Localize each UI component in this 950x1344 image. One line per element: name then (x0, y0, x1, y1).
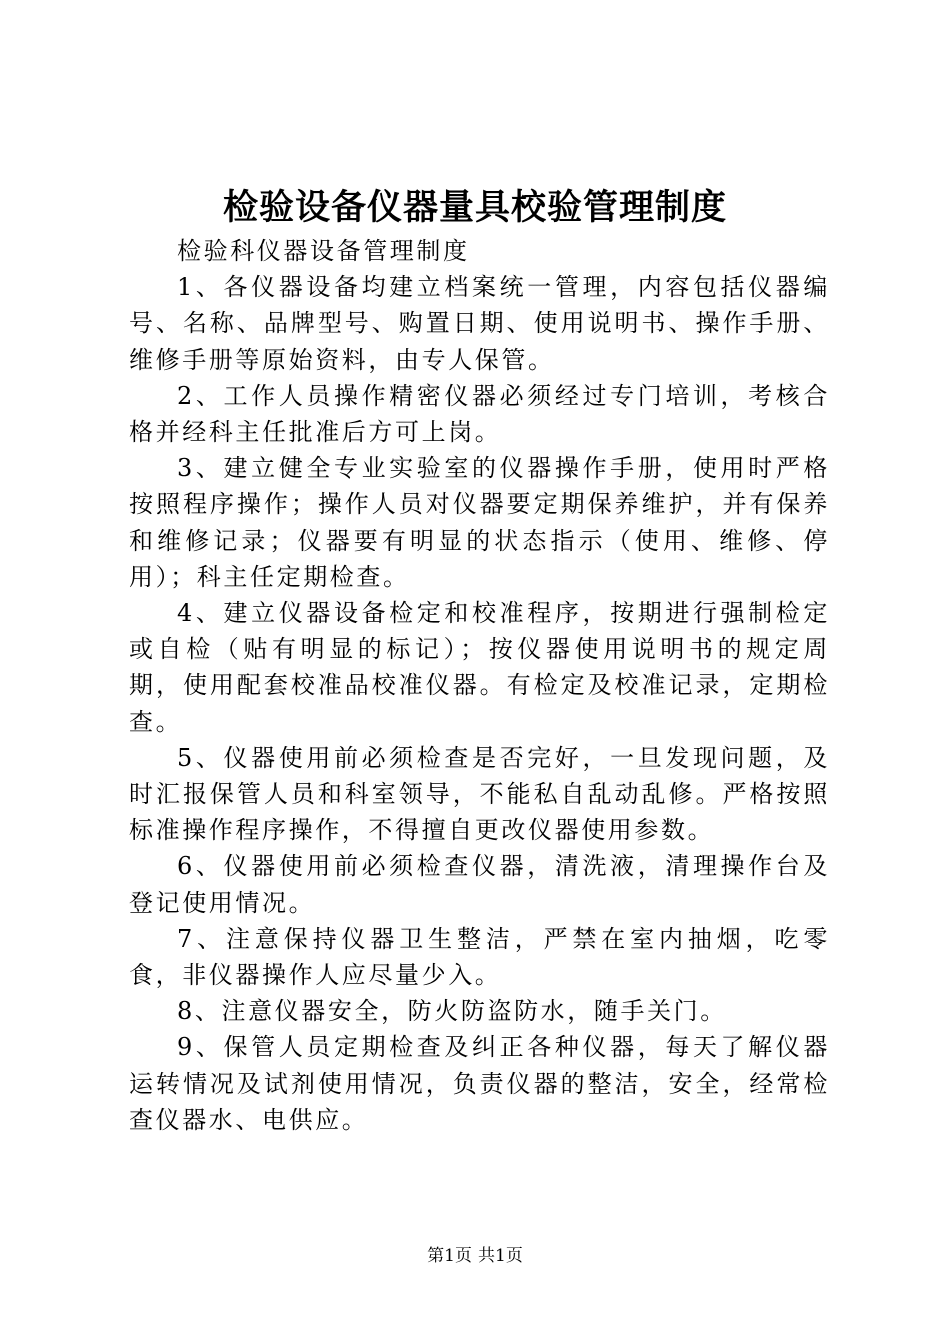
document-title: 检验设备仪器量具校验管理制度 (222, 187, 727, 228)
rule-paragraph-7: 7、注意保持仪器卫生整洁，严禁在室内抽烟，吃零食，非仪器操作人应尽量少入。 (129, 924, 830, 990)
page-footer (0, 1244, 950, 1268)
rule-paragraph-8: 8、注意仪器安全，防火防盗防水，随手关门。 (177, 997, 727, 1026)
section-heading: 检验科仪器设备管理制度 (177, 237, 470, 265)
rule-paragraph-6: 6、仪器使用前必须检查仪器，清洗液，清理操作台及登记使用情况。 (129, 852, 830, 917)
document-body (129, 233, 830, 1138)
rule-paragraph-3: 3、建立健全专业实验室的仪器操作手册，使用时严格按照程序操作；操作人员对仪器要定期保养维护，并有保养和维修记录；仪器要有明显的状态指示（使用、维修、停用）；科主任定期检查。 (129, 454, 830, 591)
rule-paragraph-2: 2、工作人员操作精密仪器必须经过专门培训，考核合格并经科主任批准后方可上岗。 (129, 381, 830, 447)
rule-paragraph-9: 9、保管人员定期检查及纠正各种仪器，每天了解仪器运转情况及试剂使用情况，负责仪器的整洁，安全，经常检查仪器水、电供应。 (129, 1033, 830, 1134)
page-number: 第1页 (427, 1246, 472, 1266)
rule-paragraph-1: 1、各仪器设备均建立档案统一管理，内容包括仪器编号、名称、品牌型号、购置日期、使用说明书、操作手册、维修手册等原始资料，由专人保管。 (129, 273, 830, 374)
page-total: 共1页 (478, 1246, 523, 1266)
rule-paragraph-5: 5、仪器使用前必须检查是否完好，一旦发现问题，及时汇报保管人员和科室领导，不能私自乱动乱修。严格按照标准操作程序操作，不得擅自更改仪器使用参数。 (129, 743, 830, 845)
rule-paragraph-4: 4、建立仪器设备检定和校准程序，按期进行强制检定或自检（贴有明显的标记）；按仪器使用说明书的规定周期，使用配套校准品校准仪器。有检定及校准记录，定期检查。 (129, 599, 830, 736)
